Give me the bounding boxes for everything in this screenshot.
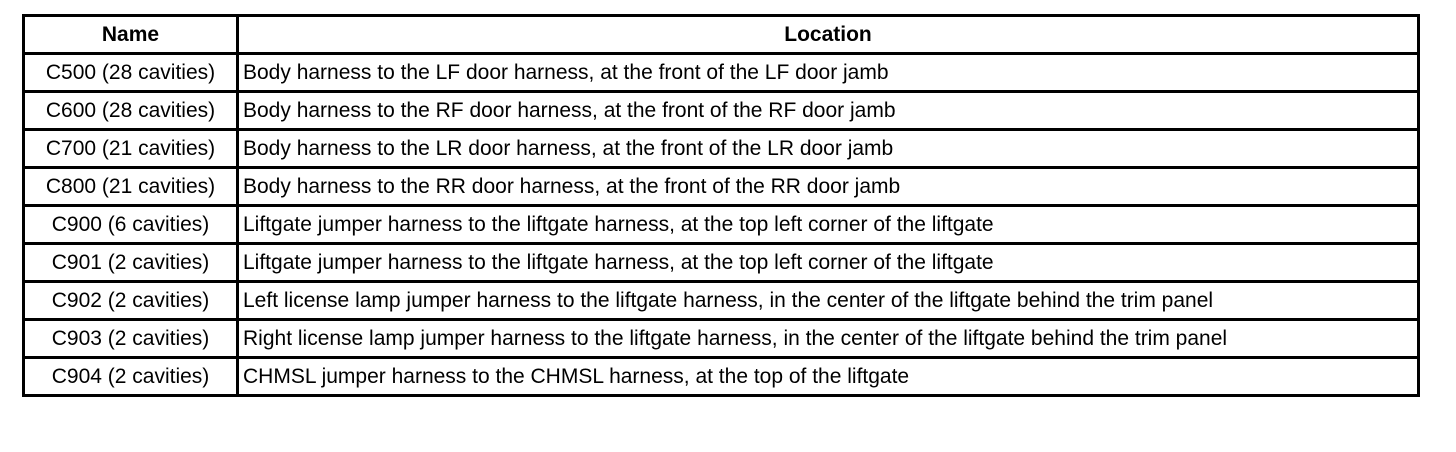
connector-location-cell: Liftgate jumper harness to the liftgate harness, at the top left corner of the liftgate	[238, 244, 1419, 282]
connector-name-cell: C902 (2 cavities)	[24, 282, 238, 320]
connector-name-cell: C500 (28 cavities)	[24, 54, 238, 92]
connector-location-table	[22, 14, 1420, 397]
connector-location-cell: Body harness to the LF door harness, at the front of the LF door jamb	[238, 54, 1419, 92]
table-row	[24, 358, 1419, 396]
connector-name-cell: C901 (2 cavities)	[24, 244, 238, 282]
table-row	[24, 244, 1419, 282]
connector-name-cell: C700 (21 cavities)	[24, 130, 238, 168]
connector-location-cell: Liftgate jumper harness to the liftgate harness, at the top left corner of the liftgate	[238, 206, 1419, 244]
connector-name-cell: C600 (28 cavities)	[24, 92, 238, 130]
table-row	[24, 130, 1419, 168]
table-row	[24, 320, 1419, 358]
connector-location-cell: Right license lamp jumper harness to the liftgate harness, in the center of the liftgate behind the trim panel	[238, 320, 1419, 358]
table-header-row	[24, 16, 1419, 54]
connector-name-cell: C904 (2 cavities)	[24, 358, 238, 396]
table-row	[24, 206, 1419, 244]
connector-location-cell: Body harness to the RF door harness, at the front of the RF door jamb	[238, 92, 1419, 130]
table-row	[24, 54, 1419, 92]
header-name: Name	[24, 16, 238, 54]
connector-location-cell: Body harness to the LR door harness, at the front of the LR door jamb	[238, 130, 1419, 168]
connector-name-cell: C800 (21 cavities)	[24, 168, 238, 206]
connector-location-cell: Left license lamp jumper harness to the liftgate harness, in the center of the liftgate behind the trim panel	[238, 282, 1419, 320]
table-row	[24, 282, 1419, 320]
header-location: Location	[238, 16, 1419, 54]
connector-name-cell: C903 (2 cavities)	[24, 320, 238, 358]
table-row	[24, 92, 1419, 130]
connector-location-cell: CHMSL jumper harness to the CHMSL harness, at the top of the liftgate	[238, 358, 1419, 396]
connector-table-container	[22, 14, 1420, 397]
connector-location-cell: Body harness to the RR door harness, at the front of the RR door jamb	[238, 168, 1419, 206]
connector-name-cell: C900 (6 cavities)	[24, 206, 238, 244]
table-row	[24, 168, 1419, 206]
